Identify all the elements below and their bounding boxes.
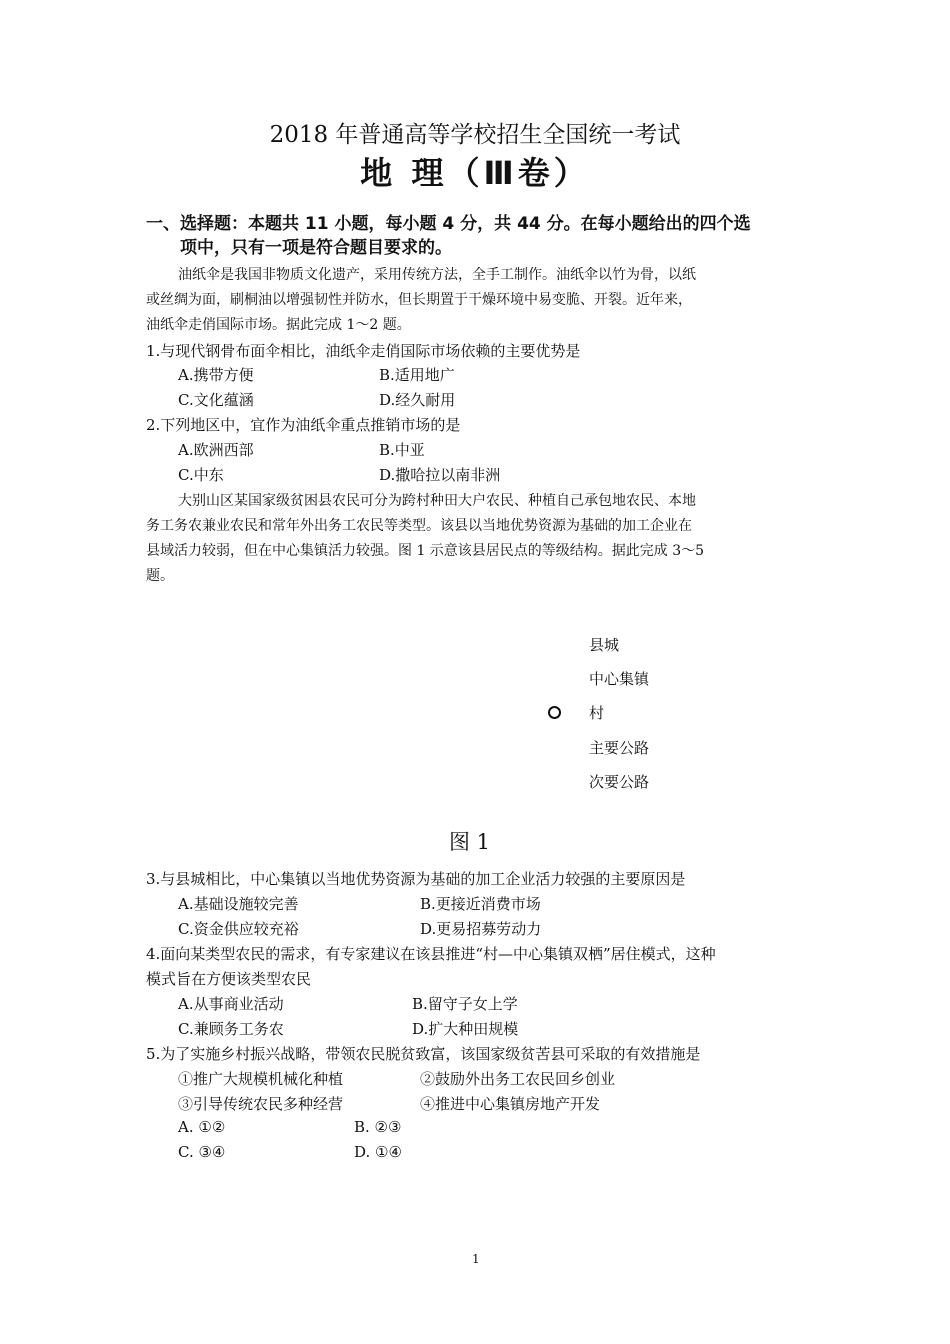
question-3-option-d: D.更易招募劳动力	[420, 920, 542, 938]
passage2-line: 题。	[146, 568, 174, 584]
question-4-option-a: A.从事商业活动	[178, 995, 284, 1013]
question-3-option-c: C.资金供应较充裕	[178, 920, 299, 938]
page-number: 1	[472, 1252, 480, 1266]
question-4-stem-line1: 4.面向某类型农民的需求，有专家建议在该县推进“村—中心集镇双栖”居住模式，这种	[146, 945, 716, 963]
question-3-option-b: B.更接近消费市场	[420, 895, 541, 913]
question-5-measure-1: ①推广大规模机械化种植	[178, 1070, 344, 1088]
question-2-stem: 2.下列地区中，宜作为油纸伞重点推销市场的是	[146, 416, 461, 434]
question-4-stem-line2: 模式旨在方便该类型农民	[146, 970, 312, 988]
passage1-line: 油纸伞是我国非物质文化遗产，采用传统方法，全手工制作。油纸伞以竹为骨，以纸	[178, 267, 696, 283]
legend-minor-road: 次要公路	[589, 773, 650, 791]
question-5-option-d: D. ①④	[354, 1143, 402, 1161]
question-5-option-b: B. ②③	[354, 1118, 402, 1136]
question-2-option-b: B.中亚	[379, 441, 425, 459]
question-4-option-b: B.留守子女上学	[412, 995, 518, 1013]
section-heading-line2: 项中，只有一项是符合题目要求的。	[180, 238, 452, 258]
question-1-option-c: C.文化蕴涵	[178, 391, 254, 409]
question-4-option-c: C.兼顾务工务农	[178, 1020, 284, 1038]
legend-village: 村	[589, 704, 605, 722]
passage2-line: 务工务农兼业农民和常年外出务工农民等类型。该县以当地优势资源为基础的加工企业在	[146, 518, 692, 534]
question-3-option-a: A.基础设施较完善	[178, 895, 299, 913]
passage2-line: 县域活力较弱，但在中心集镇活力较强。图 1 示意该县居民点的等级结构。据此完成 3～5	[146, 543, 705, 559]
legend-main-road: 主要公路	[589, 739, 650, 757]
passage2-line: 大别山区某国家级贫困县农民可分为跨村种田大户农民、种植自己承包地农民、本地	[178, 493, 696, 509]
question-2-option-d: D.撒哈拉以南非洲	[379, 466, 501, 484]
question-5-option-a: A. ①②	[178, 1118, 226, 1136]
question-5-option-c: C. ③④	[178, 1143, 226, 1161]
question-4-option-d: D.扩大种田规模	[412, 1020, 519, 1038]
exam-title: 2018 年普通高等学校招生全国统一考试	[269, 122, 681, 148]
village-circle-icon	[548, 706, 561, 719]
question-2-option-c: C.中东	[178, 466, 224, 484]
question-1-option-a: A.携带方便	[178, 366, 254, 384]
subject-title: 地 理（Ⅲ卷）	[360, 154, 590, 192]
passage1-line: 或丝绸为面，刷桐油以增强韧性并防水，但长期置于干燥环境中易变脆、开裂。近年来，	[146, 292, 692, 308]
question-3-stem: 3.与县城相比，中心集镇以当地优势资源为基础的加工企业活力较强的主要原因是	[146, 870, 686, 888]
legend-county: 县城	[589, 636, 620, 654]
legend-town: 中心集镇	[589, 670, 650, 688]
question-5-stem: 5.为了实施乡村振兴战略，带领农民脱贫致富，该国家级贫苦县可采取的有效措施是	[146, 1045, 701, 1063]
question-2-option-a: A.欧洲西部	[178, 441, 254, 459]
question-1-stem: 1.与现代钢骨布面伞相比，油纸伞走俏国际市场依赖的主要优势是	[146, 342, 581, 360]
section-heading-line1: 一、选择题：本题共 11 小题，每小题 4 分，共 44 分。在每小题给出的四个选	[146, 214, 751, 234]
passage1-line: 油纸伞走俏国际市场。据此完成 1～2 题。	[146, 317, 411, 333]
question-1-option-b: B.适用地广	[379, 366, 455, 384]
question-5-measure-4: ④推进中心集镇房地产开发	[420, 1095, 601, 1113]
question-1-option-d: D.经久耐用	[379, 391, 456, 409]
question-5-measure-3: ③引导传统农民多种经营	[178, 1095, 344, 1113]
figure-caption: 图 1	[449, 830, 491, 854]
question-5-measure-2: ②鼓励外出务工农民回乡创业	[420, 1070, 616, 1088]
